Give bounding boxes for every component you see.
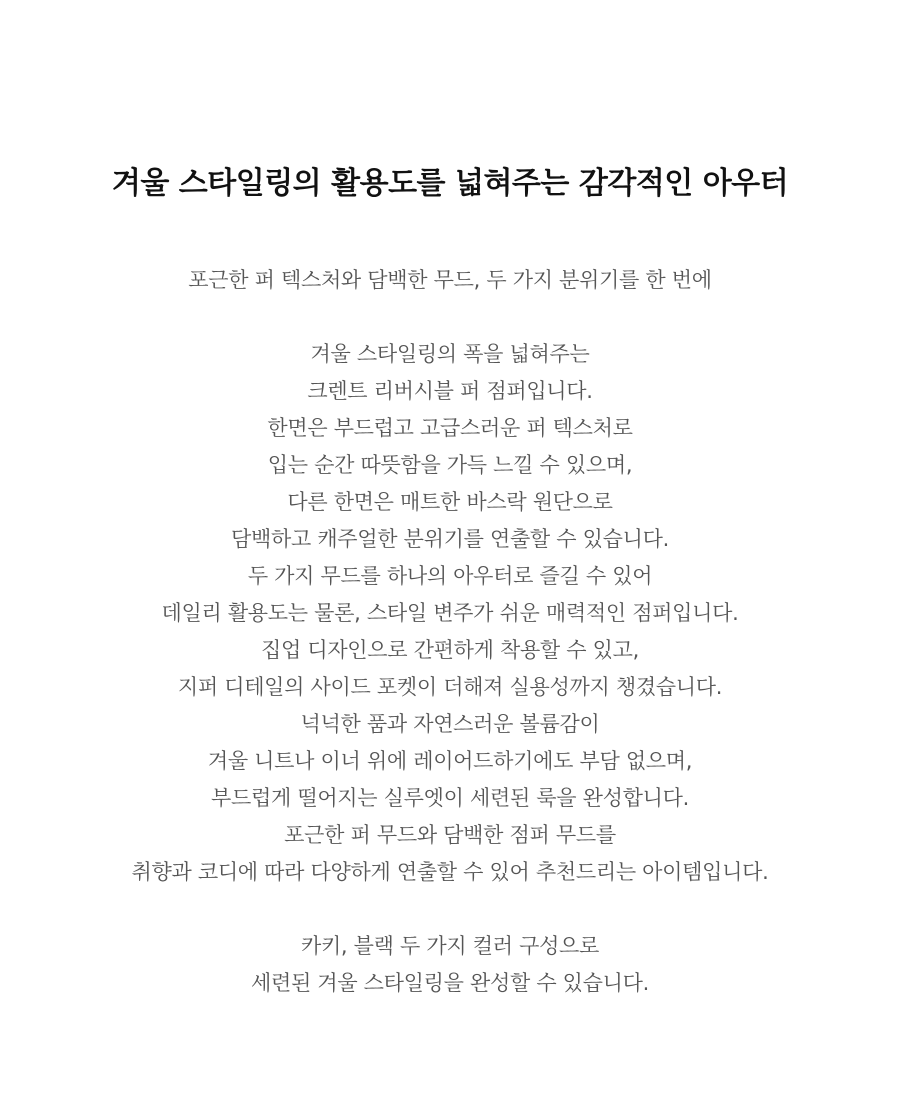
paragraph-line: 한면은 부드럽고 고급스러운 퍼 텍스처로 — [267, 416, 633, 440]
spacer — [0, 299, 900, 336]
paragraph-line: 다른 한면은 매트한 바스락 원단으로 — [287, 490, 613, 514]
paragraph-line: 취향과 코디에 따라 다양하게 연출할 수 있어 추천드리는 아이템입니다. — [131, 860, 769, 884]
intro-line: 포근한 퍼 텍스처와 담백한 무드, 두 가지 분위기를 한 번에 — [188, 268, 712, 292]
paragraph-line: 담백하고 캐주얼한 분위기를 연출할 수 있습니다. — [231, 527, 669, 551]
paragraph-line: 포근한 퍼 무드와 담백한 점퍼 무드를 — [284, 823, 616, 847]
closing-line: 세련된 겨울 스타일링을 완성할 수 있습니다. — [251, 971, 649, 995]
paragraph-line: 데일리 활용도는 물론, 스타일 변주가 쉬운 매력적인 점퍼입니다. — [161, 601, 739, 625]
paragraph-line: 부드럽게 떨어지는 실루엣이 세련된 룩을 완성합니다. — [211, 786, 689, 810]
paragraph-line: 집업 디자인으로 간편하게 착용할 수 있고, — [260, 638, 639, 662]
spacer — [0, 891, 900, 928]
paragraph-line: 크렌트 리버시블 퍼 점퍼입니다. — [307, 379, 593, 403]
paragraph-line: 겨울 스타일링의 폭을 넓혀주는 — [310, 342, 590, 366]
paragraph-line: 입는 순간 따뜻함을 가득 느낄 수 있으며, — [267, 453, 633, 477]
paragraph-line: 넉넉한 품과 자연스러운 볼륨감이 — [300, 712, 600, 736]
paragraph-line: 두 가지 무드를 하나의 아우터로 즐길 수 있어 — [247, 564, 653, 588]
closing-line: 카키, 블랙 두 가지 컬러 구성으로 — [300, 934, 600, 958]
paragraph-line: 겨울 니트나 이너 위에 레이어드하기에도 부담 없으며, — [207, 749, 693, 773]
paragraph-line: 지퍼 디테일의 사이드 포켓이 더해져 실용성까지 챙겼습니다. — [177, 675, 723, 699]
page-title: 겨울 스타일링의 활용도를 넓혀주는 감각적인 아우터 — [111, 166, 789, 202]
description-text — [0, 262, 900, 1002]
